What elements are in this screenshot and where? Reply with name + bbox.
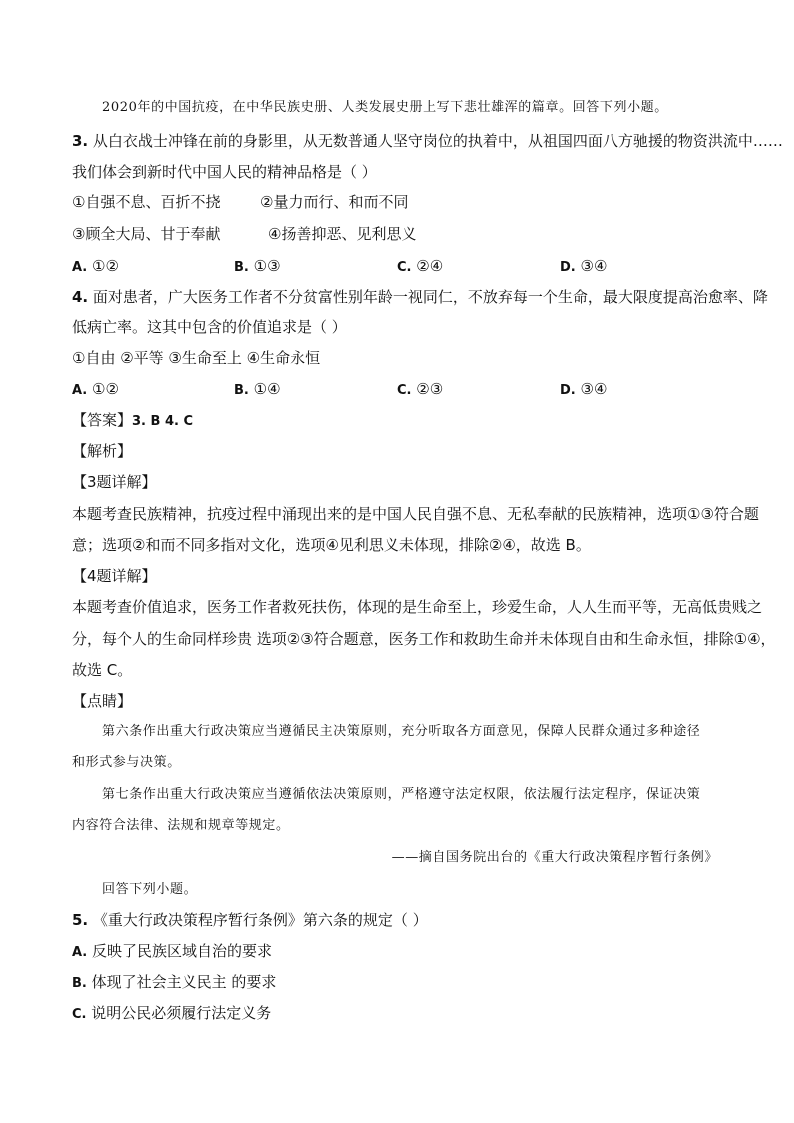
question-4-stem-line1: [72, 287, 768, 307]
detail-4-line1: 本题考查价值追求，医务工作者救死扶伤，体现的是生命至上，珍爱生命，人人生而平等，无高低贵贱之: [72, 598, 763, 616]
material-source: ——摘自国务院出台的《重大行政决策程序暂行条例》: [391, 850, 718, 865]
option-key: A.: [72, 260, 88, 275]
detail-3-line2: 意；选项②和而不同多指对文化，选项④见利思义未体现，排除②④，故选 B。: [72, 536, 591, 554]
option-key: C.: [397, 383, 412, 398]
option-key: B.: [234, 260, 249, 275]
question-4-number: 4.: [72, 288, 89, 306]
option-text: ①②: [92, 257, 119, 275]
option-key: B.: [234, 383, 249, 398]
material-para2-line1: 第七条作出重大行政决策应当遵循依法决策原则，严格遵守法定权限，依法履行法定程序，保证决策: [102, 787, 701, 802]
question-4-option-b[interactable]: [234, 379, 281, 401]
question-3-option-d[interactable]: [560, 256, 607, 278]
option-text: ③④: [580, 257, 608, 275]
question-5-number: 5.: [72, 911, 89, 929]
question-3-item-1: ①自强不息、百折不挠: [72, 193, 221, 211]
detail-3-label: 【3题详解】: [72, 473, 157, 491]
question-4-option-c[interactable]: [397, 379, 443, 401]
material-intro: 2020年的中国抗疫，在中华民族史册、人类发展史册上写下悲壮雄浑的篇章。回答下列小题。: [102, 100, 668, 115]
analysis-label: 【解析】: [72, 442, 133, 460]
question-5-option-b[interactable]: [72, 972, 276, 994]
material-para1-line1: 第六条作出重大行政决策应当遵循民主决策原则，充分听取各方面意见，保障人民群众通过多种途径: [102, 724, 701, 739]
detail-3-line1: 本题考查民族精神，抗疫过程中涌现出来的是中国人民自强不息、无私奉献的民族精神，选项①③符合题: [72, 505, 759, 523]
detail-4-line2: 分，每个人的生命同样珍贵 选项②③符合题意，医务工作和救助生命并未体现自由和生命永恒，排除①④，: [72, 630, 776, 648]
option-text: 体现了社会主义民主 的要求: [91, 973, 277, 991]
question-3-stem-line2: 我们体会到新时代中国人民的精神品格是（ ）: [72, 163, 377, 181]
answer-line: [72, 410, 193, 432]
question-4-stem-text: 面对患者，广大医务工作者不分贫富性别年龄一视同仁，不放弃每一个生命，最大限度提高治愈率、降: [92, 288, 768, 306]
question-3-item-2: ②量力而行、和而不同: [260, 193, 409, 211]
question-4-option-d[interactable]: [560, 379, 607, 401]
option-text: ①③: [253, 257, 281, 275]
question-3-option-a[interactable]: [72, 256, 119, 278]
option-text: ①②: [92, 380, 119, 398]
question-3-item-4: ④扬善抑恶、见利思义: [268, 225, 417, 243]
question-3-stem-text: 从白衣战士冲锋在前的身影里，从无数普通人坚守岗位的执着中，从祖国四面八方驰援的物资洪流中……: [92, 132, 783, 150]
question-4-option-a[interactable]: [72, 379, 119, 401]
question-5-stem-text: 《重大行政决策程序暂行条例》第六条的规定（ ）: [92, 911, 428, 929]
question-4-items: ①自由 ②平等 ③生命至上 ④生命永恒: [72, 349, 321, 367]
option-key: A.: [72, 945, 88, 960]
material-prompt: 回答下列小题。: [102, 882, 198, 897]
question-5-option-c[interactable]: [72, 1003, 271, 1025]
option-key: C.: [72, 1007, 87, 1022]
detail-4-label: 【4题详解】: [72, 567, 157, 585]
detail-4-line3: 故选 C。: [72, 661, 133, 679]
material-para2-line2: 内容符合法律、法规和规章等规定。: [72, 818, 290, 833]
option-key: A.: [72, 383, 88, 398]
question-5-stem: [72, 910, 428, 930]
question-3-number: 3.: [72, 132, 89, 150]
question-3-option-c[interactable]: [397, 256, 443, 278]
question-3-item-3: ③顾全大局、甘于奉献: [72, 225, 221, 243]
answer-label: 【答案】: [72, 411, 133, 429]
option-key: D.: [560, 260, 576, 275]
option-text: ①④: [253, 380, 281, 398]
option-text: 反映了民族区域自治的要求: [92, 942, 273, 960]
dianjing-label: 【点睛】: [72, 692, 133, 710]
question-3-stem-line1: [72, 131, 783, 151]
answer-text: 3. B 4. C: [132, 414, 194, 429]
question-3-option-b[interactable]: [234, 256, 281, 278]
option-text: ②③: [416, 380, 444, 398]
material-para1-line2: 和形式参与决策。: [72, 755, 181, 770]
option-key: B.: [72, 976, 87, 991]
option-key: D.: [560, 383, 576, 398]
question-5-option-a[interactable]: [72, 941, 272, 963]
option-text: ③④: [580, 380, 608, 398]
option-key: C.: [397, 260, 412, 275]
option-text: ②④: [416, 257, 444, 275]
question-4-stem-line2: 低病亡率。这其中包含的价值追求是（ ）: [72, 318, 347, 336]
option-text: 说明公民必须履行法定义务: [91, 1004, 272, 1022]
